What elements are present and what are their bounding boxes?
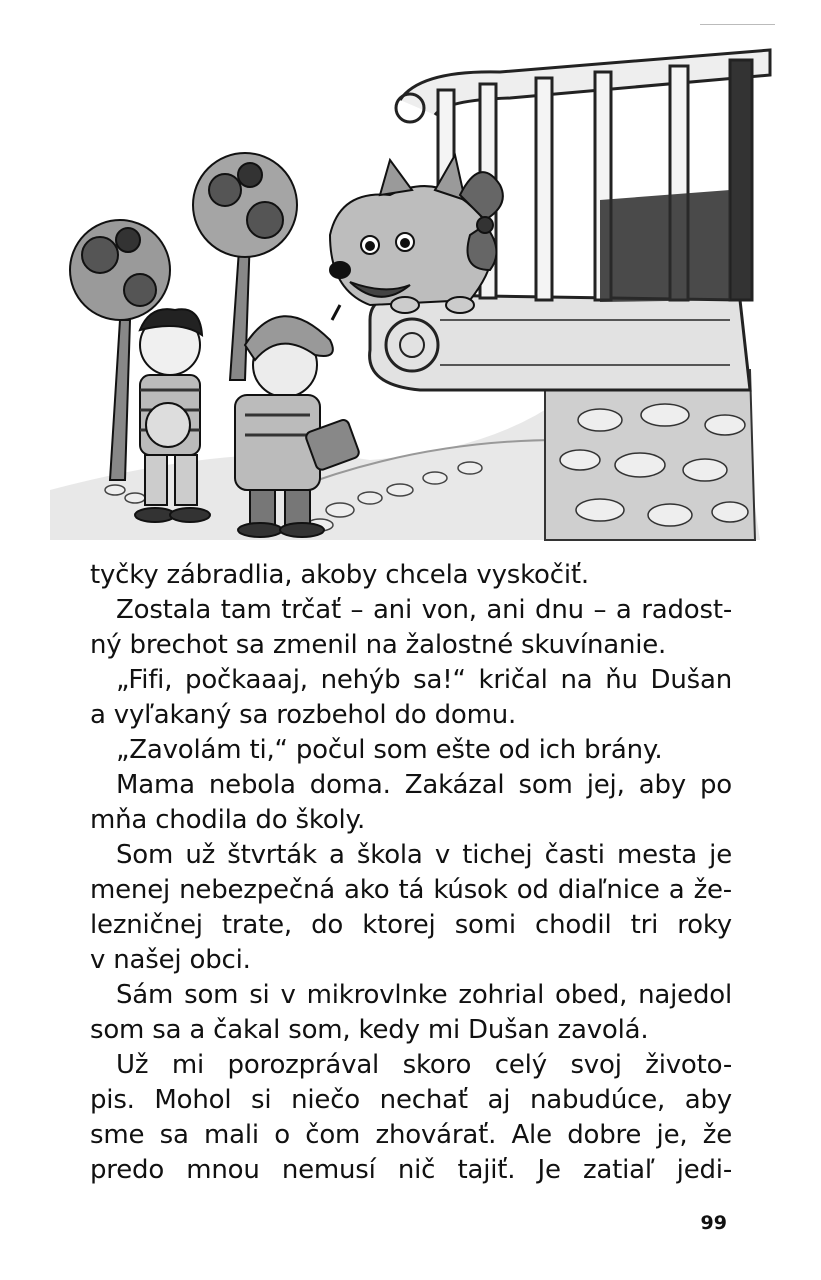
text-line: pis. Mohol si niečo nechať aj nabudúce, aby [90, 1085, 732, 1115]
text-line: Mama nebola doma. Zakázal som jej, aby po [116, 770, 732, 800]
text-line: mňa chodila do školy. [90, 805, 366, 835]
text-line: sme sa mali o čom zhovárať. Ale dobre je, že [90, 1120, 732, 1150]
text-line: menej nebezpečná ako tá kúsok od diaľnice a že- [90, 875, 732, 905]
text-line: tyčky zábradlia, akoby chcela vyskočiť. [90, 560, 589, 590]
text-line: a vyľakaný sa rozbehol do domu. [90, 700, 517, 730]
text-line: Zostala tam trčať – ani von, ani dnu – a radost- [116, 595, 732, 625]
text-line: ný brechot sa zmenil na žalostné skuvínanie. [90, 630, 667, 660]
text-line: predo mnou nemusí nič tajiť. Je zatiaľ jedi- [90, 1155, 732, 1185]
text-line: lezničnej trate, do ktorej somi chodil tri roky [90, 910, 732, 940]
page-number: 99 [700, 1212, 727, 1234]
text-line: som sa a čakal som, kedy mi Dušan zavolá. [90, 1015, 649, 1045]
chapter-illustration [40, 20, 780, 545]
text-line: Som už štvrták a škola v tichej časti mesta je [116, 840, 732, 870]
text-line: v našej obci. [90, 945, 251, 975]
text-line: „Zavolám ti,“ počul som ešte od ich brány. [116, 735, 663, 765]
illustration-drawing [40, 20, 780, 545]
text-line: Sám som si v mikrovlnke zohrial obed, najedol [116, 980, 732, 1010]
text-line: Už mi porozprával skoro celý svoj životo- [116, 1050, 732, 1080]
text-line: „Fifi, počkaaaj, nehýb sa!“ kričal na ňu Dušan [116, 665, 732, 695]
body-text [90, 558, 732, 1188]
